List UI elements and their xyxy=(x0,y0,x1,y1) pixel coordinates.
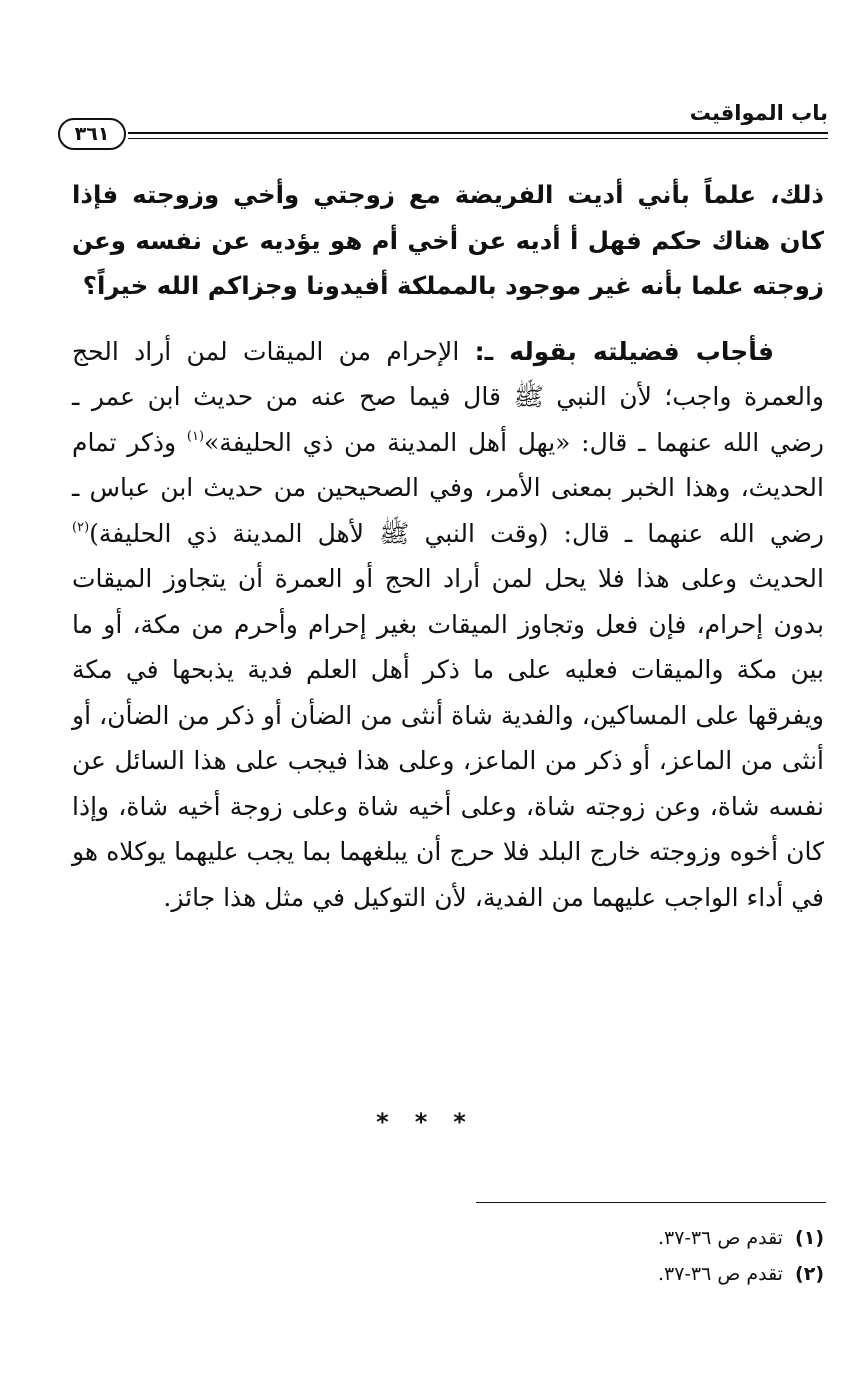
footnote-ref-2: (٢) xyxy=(72,519,90,535)
footnote-ref-1: (١) xyxy=(186,428,205,444)
answer-text-part-2: وذكر تمام الحديث، وهذا الخبر بمعنى الأمر، وفي الصحيحين من حديث ابن عباس ـ رضي الله عنهما ـ قال: (وقت النبي ﷺ لأهل المدينة ذي الحليفة) xyxy=(72,427,824,548)
running-header xyxy=(58,98,828,154)
footnote-text: تقدم ص ٣٦-٣٧. xyxy=(657,1227,783,1249)
footnote-rule xyxy=(476,1202,826,1203)
footnote-1 xyxy=(324,1220,824,1256)
footnote-text: تقدم ص ٣٦-٣٧. xyxy=(657,1263,783,1285)
header-double-rule xyxy=(128,132,828,139)
answer-paragraph xyxy=(72,329,824,921)
answer-text-part-1: الإحرام من الميقات لمن أراد الحج والعمرة واجب؛ لأن النبي ﷺ قال فيما صح عنه من حديث ابن عمر ـ رضي الله عنهما ـ قال: «يهل أهل المدينة من ذي الحليفة» xyxy=(72,336,825,457)
footnotes xyxy=(324,1220,824,1292)
footnote-2 xyxy=(324,1256,824,1292)
footnote-number: (١) xyxy=(795,1227,824,1249)
page-body xyxy=(72,172,824,920)
answer-lead: فأجاب فضيلته بقوله ـ: xyxy=(474,336,774,366)
question-paragraph: ذلك، علماً بأني أديت الفريضة مع زوجتي وأخي وزوجته فإذا كان هناك حكم فهل أ أديه عن أخي أم هو يؤديه عن نفسه وعن زوجته علما بأنه غير موجود بالمملكة أفيدونا وجزاكم الله خيراً؟ xyxy=(72,180,824,300)
answer-text-part-3: الحديث وعلى هذا فلا يحل لمن أراد الحج أو العمرة أن يتجاوز الميقات بدون إحرام، فإن فعل وتجاوز الميقات بغير إحرام وأحرم من مكة، أو ما بين مكة والميقات فعليه على ما ذكر أهل العلم فدية يذبحها في مكة ويفرقها على المساكين، والفدية شاة أنثى من الضأن أو ذكر من الضأن، أو أنثى من الماعز، أو ذكر من الماعز، وعلى هذا فيجب على هذا السائل عن نفسه شاة، وعن زوجته شاة، وعلى أخيه شاة وعلى زوجة أخيه شاة، وإذا كان أخوه وزوجته خارج البلد فلا حرج أن يبلغهما بما يجب عليهما يوكلاه هو في أداء الواجب عليهما من الفدية، لأن التوكيل في مثل هذا جائز. xyxy=(72,564,824,912)
page-number: ٣٦١ xyxy=(58,118,126,150)
section-separator: *** xyxy=(376,1108,492,1136)
chapter-title: باب المواقيت xyxy=(689,101,828,125)
footnote-number: (٢) xyxy=(795,1263,824,1285)
